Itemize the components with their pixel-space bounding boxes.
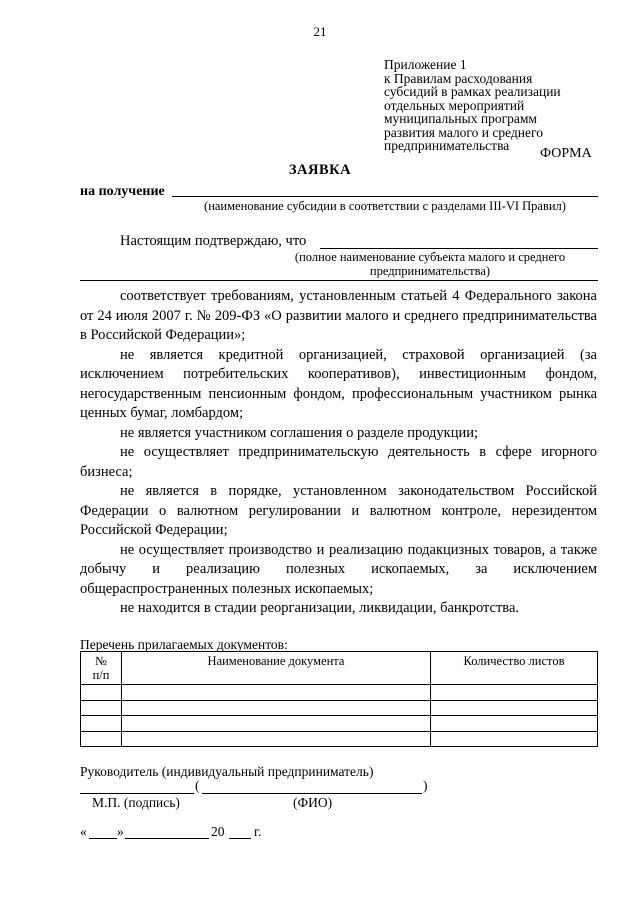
appendix-line: к Правилам расходования [384, 70, 533, 86]
documents-table [80, 651, 598, 747]
subsidy-name-hint: (наименование субсидии в соответствии с разделами III-VI Правил) [204, 199, 566, 213]
appendix-line: предпринимательства [384, 138, 510, 153]
signature-line[interactable] [80, 793, 194, 794]
table-row[interactable] [81, 700, 598, 716]
date-day-line[interactable] [89, 838, 117, 839]
requirement-paragraph: соответствует требованиям, установленным статьей 4 Федерального закона от 24 июля 2007 г. № 209-ФЗ «О развитии малого и среднего предпринимательства в Российской Федерации»; [80, 288, 597, 343]
table-row[interactable] [81, 731, 598, 747]
appendix-line: Приложение 1 [384, 57, 467, 72]
document-title: ЗАЯВКА [288, 162, 352, 178]
table-row[interactable] [81, 716, 598, 732]
col-header-number: № п/п [81, 652, 122, 685]
requirement-paragraph: не находится в стадии реорганизации, ликвидации, банкротства. [120, 600, 520, 616]
requirement-paragraph: не является кредитной организацией, страховой организацией (за исключением потребительских кооперативов), инвестиционным фондом, негосударственным пенсионным фондом, профессиональным участником рынка ценных бумаг, ломбардом; [80, 346, 597, 421]
head-label: Руководитель (индивидуальный предприниматель) [80, 764, 374, 779]
table-row[interactable] [81, 685, 598, 701]
fio-open-paren: ( [195, 778, 200, 793]
requirement-paragraph: не осуществляет производство и реализацию подакцизных товаров, а также добычу и реализацию полезных ископаемых, за исключением общераспространенных полезных ископаемых; [80, 541, 597, 597]
form-label: ФОРМА [540, 146, 592, 161]
stamp-signature-label: М.П. (подпись) [92, 795, 180, 810]
subsidy-name-line[interactable] [172, 196, 598, 197]
date-month-line[interactable] [125, 838, 209, 839]
appendix-block [384, 58, 614, 153]
appendix-line: развития малого и среднего [384, 124, 543, 140]
fio-line[interactable] [202, 793, 422, 794]
requirement-paragraph: не осуществляет предпринимательскую деятельность в сфере игорного бизнеса; [80, 444, 597, 480]
date-year-suffix: г. [254, 824, 262, 839]
date-quote-open: « [80, 824, 87, 839]
fio-close-paren: ) [423, 778, 428, 793]
appendix-line: муниципальных программ [384, 111, 537, 126]
receipt-label: на получение [80, 184, 165, 199]
appendix-line: субсидий в рамках реализации [384, 84, 561, 99]
requirement-paragraph: не является в порядке, установленном законодательством Российской Федерации о валютном регулировании и валютном контроле, нерезидентом Российской Федерации; [80, 483, 597, 538]
entity-hint-line: предпринимательства) [369, 264, 491, 278]
page-number: 21 [313, 24, 327, 39]
requirements-text [80, 287, 597, 619]
confirm-text: Настоящим подтверждаю, что [120, 233, 307, 249]
table-header-row [81, 652, 598, 685]
entity-name-line-1[interactable] [320, 248, 598, 249]
date-quote-close: » [117, 824, 124, 839]
date-year-prefix: 20 [211, 824, 225, 839]
entity-name-hint [260, 250, 600, 278]
entity-name-line-2[interactable] [80, 280, 598, 281]
requirement-paragraph: не является участником соглашения о разделе продукции; [120, 424, 479, 441]
fio-label: (ФИО) [293, 795, 333, 810]
entity-hint-line: (полное наименование субъекта малого и среднего [294, 250, 566, 264]
date-year-line[interactable] [229, 838, 251, 839]
documents-label: Перечень прилагаемых документов: [80, 637, 288, 652]
col-header-sheets: Количество листов [431, 652, 598, 685]
col-header-name: Наименование документа [122, 652, 431, 685]
appendix-line: отдельных мероприятий [384, 97, 525, 113]
